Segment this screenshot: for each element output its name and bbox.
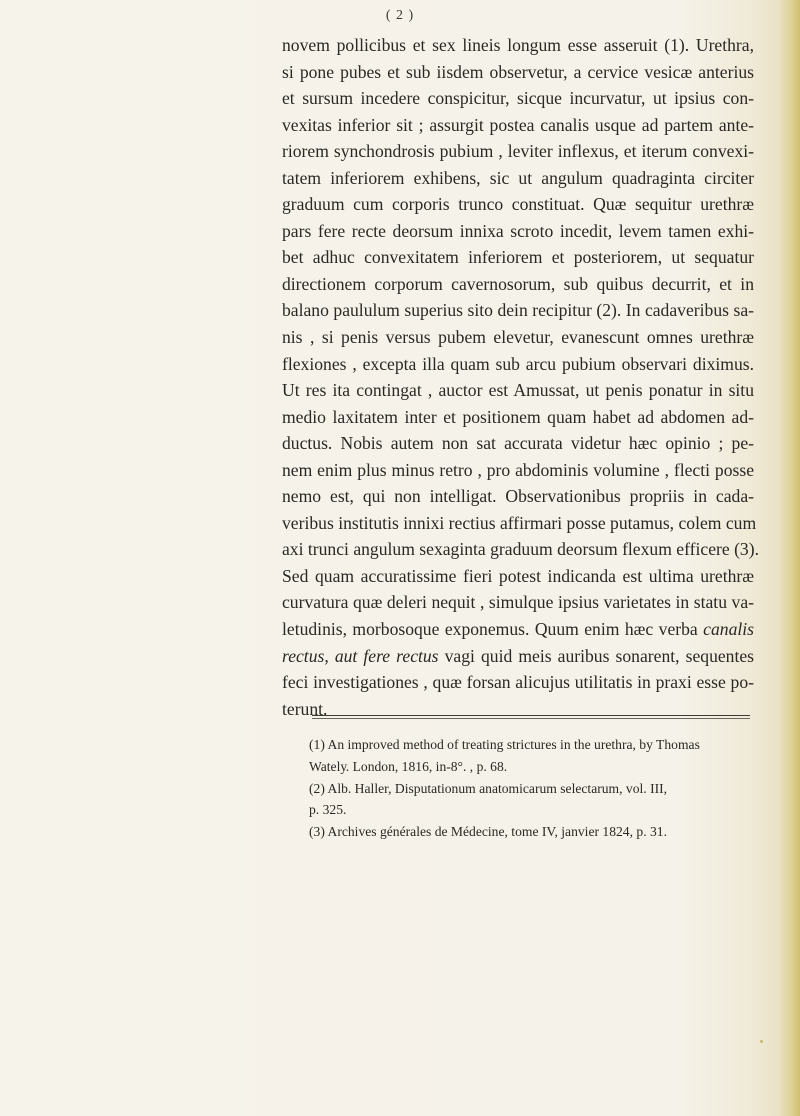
page-number: ( 2 ) [385,8,415,23]
ink-speck [760,1040,763,1043]
text-line: Ut res ita contingat , auctor est Amussat, ut penis ponatur in situ [282,380,754,401]
text-line: vexitas inferior sit ; assurgit postea canalis usque ad partem ante- [282,114,754,135]
text-line: axi trunci angulum sexaginta graduum deorsum flexum efficere (3). [282,539,759,560]
text-line: et sursum incedere conspicitur, sicque incurvatur, ut ipsius con- [282,88,754,109]
text-line-with-italic [282,643,754,670]
footnotes [309,734,759,843]
text-line: pars fere recte deorsum innixa scroto incedit, levem tamen exhi- [282,220,754,241]
text-line: si pone pubes et sub iisdem observetur, a cervice vesicæ anterius [282,61,754,82]
footnote-rule-secondary [312,718,750,719]
footnote-rule [312,715,750,716]
text-line: veribus institutis innixi rectius affirmari posse putamus, colem cum [282,512,757,533]
footnote-3: (3) Archives générales de Médecine, tome IV, janvier 1824, p. 31. [309,824,667,840]
text-line: novem pollicibus et sex lineis longum esse asseruit (1). Urethra, [282,35,754,55]
text-line: Sed quam accuratissime fieri potest indicanda est ultima urethræ [282,565,754,586]
text-line: terunt. [282,698,328,719]
italic-term: canalis [703,619,754,640]
text-line: flexiones , excepta illa quam sub arcu pubium observari diximus. [282,353,754,374]
body-text [282,32,800,722]
italic-term: fere rectus [363,645,439,666]
text-line: balano paululum superius sito dein recipitur (2). In cadaveribus sa- [282,300,754,321]
text-line-with-italic [282,616,754,643]
text-line: bet adhuc convexitatem inferiorem et posteriorem, ut sequatur [282,247,754,268]
text-line: nis , si penis versus pubem elevetur, evanescunt omnes urethræ [282,327,754,348]
footnote-1-continued: Watelу. London, 1816, in-8°. , p. 68. [309,758,508,774]
text-line: directionem corporum cavernosorum, sub quibus decurrit, et in [282,273,754,294]
text-line: curvatura quæ deleri nequit , simulque ipsius varietates in statu va- [282,592,754,613]
italic-term: rectus, aut [282,645,358,666]
footnote-2-continued: p. 325. [309,802,347,818]
text-line: nemo est, qui non intelligat. Observationibus propriis in cada- [282,486,754,507]
text-line: feci investigationes , quæ forsan alicujus utilitatis in praxi esse po- [282,672,754,693]
text-line: tatem inferiorem exhibens, sic ut angulum quadraginta circiter [282,167,754,188]
footnote-2: (2) Alb. Haller, Disputationum anatomicarum selectarum, vol. III, [309,780,668,796]
text-segment: letudinis, morbosoque exponemus. Quum enim hæc verba [282,619,698,640]
main-paragraph [282,32,800,722]
text-line: medio laxitatem inter et positionem quam habet ad abdomen ad- [282,406,754,427]
text-segment: vagi quid meis auribus sonarent, sequentes [444,645,755,666]
text-line: ductus. Nobis autem non sat accurata videtur hæc opinio ; pe- [282,433,754,454]
footnote-1: (1) An improved method of treating strictures in the urethra, by Thomas [309,737,700,752]
text-line: graduum cum corporis trunco constituat. Quæ sequitur urethræ [282,194,754,215]
text-line: nem enim plus minus retro , pro abdominis volumine , flecti posse [282,459,754,480]
text-line: riorem synchondrosis pubium , leviter inflexus, et iterum convexi- [282,141,754,162]
